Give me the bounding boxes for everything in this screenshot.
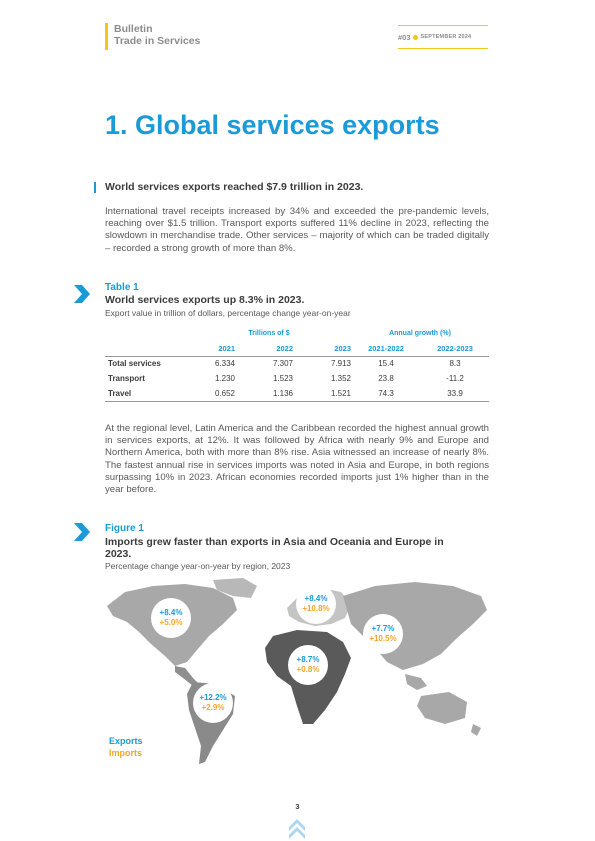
- table-row: [105, 356, 489, 371]
- table-cell: 6.334: [214, 359, 235, 369]
- group-growth-header: Annual growth (%): [389, 330, 451, 337]
- table-cell: 23.8: [378, 374, 394, 383]
- table-group-header: [105, 326, 489, 341]
- table-cell: -11.2: [446, 374, 464, 383]
- chevron-right-icon: [72, 283, 92, 305]
- issue-number: #03: [398, 32, 411, 42]
- column-header: 2021: [187, 341, 235, 356]
- bubble-africa: [288, 645, 328, 685]
- chevron-right-icon: [72, 521, 92, 543]
- table-cell: 7.307: [272, 359, 293, 369]
- bubble-latin-america: [193, 683, 233, 723]
- bubble-europe: [296, 584, 336, 624]
- table-cell: 1.523: [272, 374, 293, 383]
- column-header: 2021-2022: [351, 341, 421, 356]
- column-header: 2023: [293, 341, 351, 356]
- table-cell: 1.136: [235, 386, 293, 401]
- exports-table: [105, 326, 489, 402]
- exports-value: +7.7%: [371, 624, 395, 633]
- world-map: [105, 578, 489, 768]
- lead-text: World services exports reached $7.9 trillion in 2023.: [105, 181, 364, 193]
- dot-icon: [413, 35, 418, 40]
- map-legend: [109, 735, 143, 759]
- lead-statement: [94, 181, 363, 193]
- chevron-up-icon[interactable]: [287, 817, 307, 841]
- table-row: [105, 371, 489, 386]
- imports-value: +2.9%: [201, 703, 225, 712]
- issue-month: SEPTEMBER 2024: [420, 34, 472, 40]
- intro-paragraph: International travel receipts increased by 34% and exceeded the pre-pandemic levels, reaching over $1.5 trillion. Transport exports suffered 11% decline in 2023, reflecting the slowdown in merchandise trade. Other services – majority of which can be traded digitally – recorded a strong growth of more than 8%.: [105, 206, 489, 254]
- bubble-asia-oceania: [363, 614, 403, 654]
- page-number: 3: [295, 802, 300, 811]
- column-header: 2022-2023: [421, 341, 489, 356]
- exports-value: +8.4%: [159, 608, 183, 617]
- figure-title: Imports grew faster than exports in Asia and Oceania and Europe in 2023.: [105, 536, 444, 560]
- figure-subtitle: Percentage change year-on-year by region, 2023: [105, 561, 291, 571]
- table-cell: 8.3: [449, 359, 461, 369]
- table-cell: 15.4: [378, 359, 394, 369]
- table-subtitle: Export value in trillion of dollars, percentage change year-on-year: [105, 308, 351, 318]
- table-cell: 7.913: [330, 359, 351, 369]
- imports-value: +10.5%: [369, 634, 397, 643]
- table-cell: 33.9: [421, 386, 489, 401]
- imports-value: +10.8%: [302, 604, 330, 613]
- lead-bar: [94, 182, 96, 193]
- table-cell: 1.352: [330, 374, 351, 383]
- issue-badge: [398, 25, 488, 49]
- imports-value: +0.8%: [296, 665, 320, 674]
- table-column-header: [105, 341, 489, 356]
- figure-label: Figure 1: [105, 523, 144, 534]
- table-label: Table 1: [105, 282, 139, 293]
- column-header: 2022: [235, 341, 293, 356]
- row-label: Transport: [108, 374, 145, 383]
- imports-value: +5.0%: [159, 618, 183, 627]
- table-cell: 74.3: [351, 386, 421, 401]
- page-title: 1. Global services exports: [105, 110, 440, 140]
- exports-value: +8.7%: [296, 655, 320, 664]
- exports-value: +8.4%: [304, 594, 328, 603]
- table-title: World services exports up 8.3% in 2023.: [105, 294, 305, 306]
- row-label: Travel: [105, 386, 187, 401]
- regional-paragraph: At the regional level, Latin America and the Caribbean recorded the highest annual growth in services exports, at 12%. It was followed by Africa with nearly 9% and Europe and Northern America, both with more than 8% rise. Asia witnessed an increase of nearly 8%. The fastest annual rise in services imports was noted in Asia and Europe, in both regions surpassing 10% in 2023. African economies recorded imports just 1% higher than in the year before.: [105, 423, 489, 496]
- row-label: Total services: [108, 359, 161, 369]
- table-cell: 0.652: [187, 386, 235, 401]
- table-cell: 1.230: [214, 374, 235, 383]
- bubble-northern-america: [151, 598, 191, 638]
- exports-value: +12.2%: [199, 693, 227, 702]
- legend-exports: Exports: [109, 736, 143, 746]
- group-value-header: Trillions of $: [248, 330, 290, 337]
- table-row: [105, 386, 489, 401]
- bulletin-label: [105, 23, 200, 50]
- legend-imports: Imports: [109, 748, 143, 758]
- table-cell: 1.521: [293, 386, 351, 401]
- bulletin-line1: Bulletin: [114, 23, 153, 35]
- bulletin-line2: Trade in Services: [114, 35, 201, 47]
